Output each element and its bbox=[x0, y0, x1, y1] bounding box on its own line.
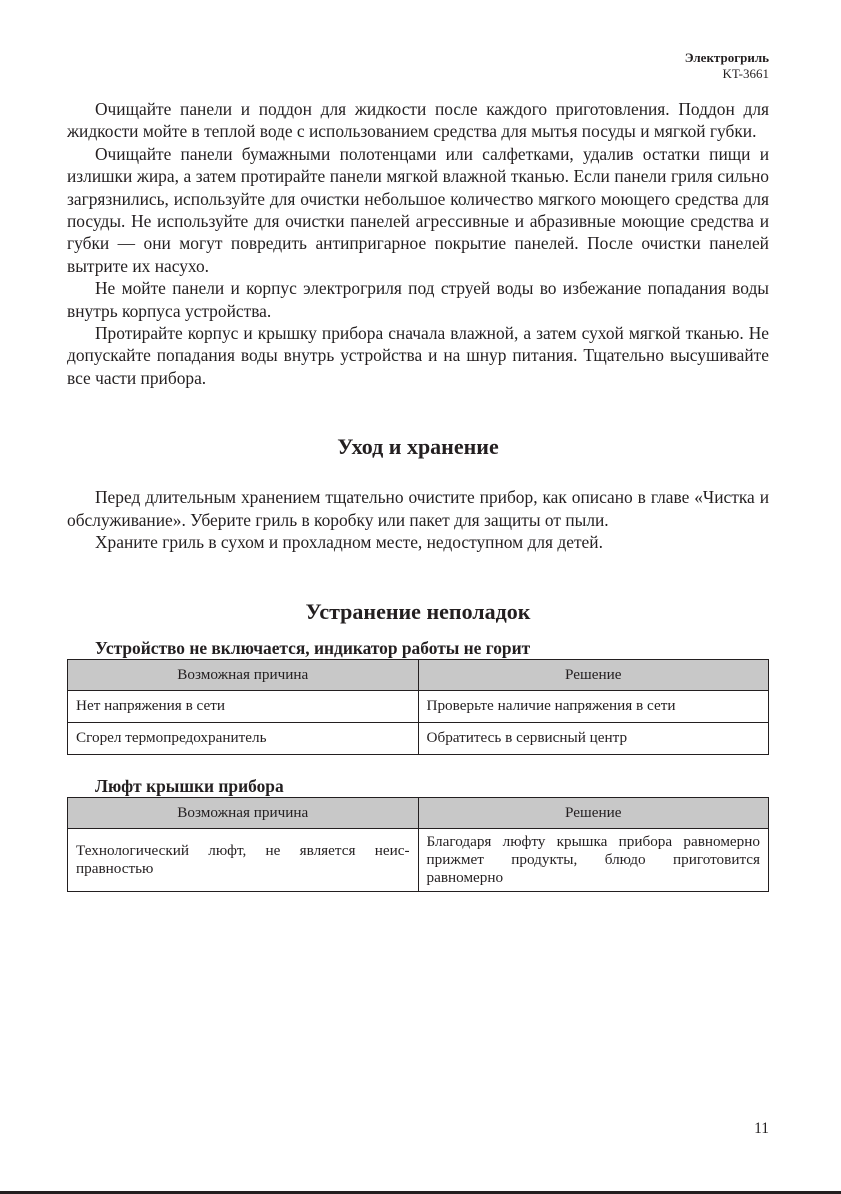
problem-1-heading: Устройство не включается, индикатор работы не горит bbox=[95, 637, 531, 658]
column-header-cause: Возможная причина bbox=[68, 659, 419, 690]
page-content bbox=[67, 98, 769, 892]
table-header-row bbox=[68, 659, 769, 690]
solution-cell: Проверьте наличие напряжения в сети bbox=[418, 690, 769, 722]
problem-2-heading: Люфт крышки прибора bbox=[95, 775, 284, 796]
column-header-solution: Решение bbox=[418, 797, 769, 828]
solution-cell: Обратитесь в сервисный центр bbox=[418, 722, 769, 754]
column-header-solution: Решение bbox=[418, 659, 769, 690]
running-header bbox=[685, 50, 769, 82]
table-header-row bbox=[68, 797, 769, 828]
header-product-title: Электрогриль bbox=[684, 50, 769, 65]
cleaning-paragraph-1: Очищайте панели и поддон для жидкости после каждого приготовления. Поддон для жидкости мойте в теплой воде с использованием средства для мытья посуды и мягкой губки. bbox=[67, 99, 769, 142]
cause-cell: Технологический люфт, не является неисправностью bbox=[68, 828, 419, 891]
page-number: 11 bbox=[754, 1120, 769, 1137]
storage-heading: Уход и хранение bbox=[337, 434, 499, 460]
header-model-number: KT-3661 bbox=[722, 66, 769, 81]
problem-2-table bbox=[67, 797, 769, 892]
troubleshooting-section bbox=[67, 599, 769, 892]
troubleshooting-heading: Устранение неполадок bbox=[305, 598, 531, 624]
solution-cell: Благодаря люфту крышка прибора равномерно прижмет продукты, блюдо приготовится равномерно bbox=[418, 828, 769, 891]
cleaning-paragraph-4: Протирайте корпус и крышку прибора сначала влажной, а затем сухой мягкой тканью. Не допускайте попадания воды внутрь устройства и на шнур питания. Тщательно высушивайте все части прибора. bbox=[67, 323, 769, 388]
table-row bbox=[68, 828, 769, 891]
cause-cell: Нет напряжения в сети bbox=[68, 690, 419, 722]
cleaning-paragraph-2: Очищайте панели бумажными полотенцами или салфетками, удалив остатки пищи и излишки жира, а затем протирайте панели мягкой влажной тканью. Если панели гриля сильно загрязнились, используйте для очистки небольшое количество мягкого моющего средства для посуды. Не используйте для очистки панелей агрессивные и абразивные моющие средства и губки — они могут повредить антипригарное покрытие панелей. После очистки панелей вытрите их насухо. bbox=[67, 143, 769, 276]
storage-paragraph-1: Перед длительным хранением тщательно очистите прибор, как описано в главе «Чистка и обслуживание». Уберите гриль в коробку или пакет для защиты от пыли. bbox=[67, 487, 769, 530]
storage-paragraph-2: Храните гриль в сухом и прохладном месте, недоступном для детей. bbox=[95, 532, 603, 553]
cleaning-paragraph-3: Не мойте панели и корпус электрогриля под струей воды во избежание попадания воды внутрь корпуса устройства. bbox=[67, 278, 769, 321]
cause-cell: Сгорел термопредохранитель bbox=[68, 722, 419, 754]
cleaning-section bbox=[67, 98, 769, 389]
problem-1-table bbox=[67, 659, 769, 755]
column-header-cause: Возможная причина bbox=[68, 797, 419, 828]
storage-section bbox=[67, 434, 769, 553]
table-row bbox=[68, 722, 769, 754]
table-row bbox=[68, 690, 769, 722]
